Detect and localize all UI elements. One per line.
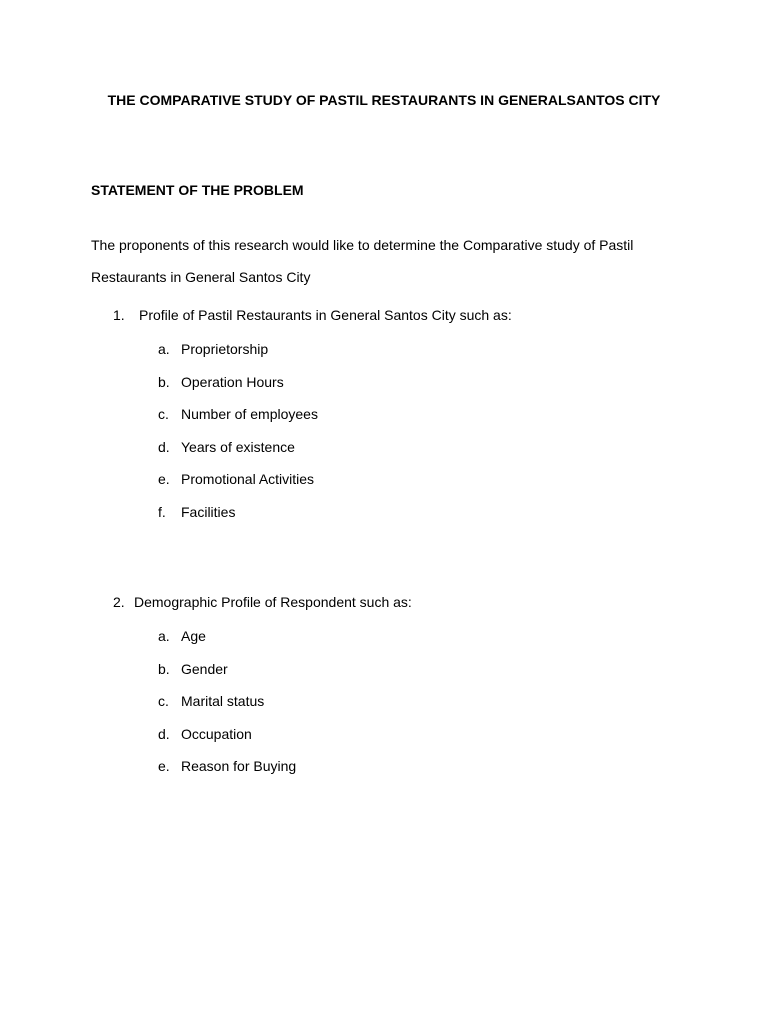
list-item — [158, 627, 296, 660]
sub-list — [158, 340, 318, 536]
list-item-text: Operation Hours — [181, 373, 284, 390]
list-letter: e. — [158, 471, 170, 488]
list-letter: d. — [158, 438, 170, 455]
list-item — [158, 503, 318, 536]
list-item-text: Reason for Buying — [181, 758, 297, 775]
list-item-text: Facilities — [181, 503, 236, 520]
numbered-item — [113, 307, 512, 323]
list-letter: c. — [158, 406, 169, 423]
list-letter: a. — [158, 341, 170, 357]
list-item-text: Years of existence — [181, 438, 295, 455]
item-text: Demographic Profile of Respondent such as: — [134, 594, 412, 610]
list-item-text: Gender — [181, 660, 228, 677]
intro-line: Restaurants in General Santos City — [91, 269, 311, 285]
intro-line: The proponents of this research would like to determine the Comparative study of Pastil — [91, 237, 634, 253]
list-item-text: Occupation — [181, 725, 252, 742]
item-number: 1. — [113, 307, 125, 323]
list-letter: b. — [158, 660, 170, 677]
sub-list — [158, 627, 296, 790]
document-title: THE COMPARATIVE STUDY OF PASTIL RESTAURANTS IN GENERALSANTOS CITY — [107, 92, 661, 108]
list-letter: a. — [158, 628, 170, 644]
list-item-text: Promotional Activities — [181, 471, 315, 488]
list-item-text: Marital status — [181, 693, 265, 710]
list-item — [158, 660, 296, 693]
intro-paragraph — [91, 229, 691, 293]
list-letter: e. — [158, 758, 170, 775]
list-item — [158, 438, 318, 471]
list-letter: b. — [158, 373, 170, 390]
list-item-text: Proprietorship — [181, 341, 269, 357]
list-item — [158, 405, 318, 438]
list-letter: f. — [158, 503, 166, 520]
list-item — [158, 692, 296, 725]
item-text: Profile of Pastil Restaurants in General Santos City such as: — [139, 307, 512, 323]
list-item — [158, 340, 318, 373]
list-item — [158, 725, 296, 758]
list-letter: d. — [158, 725, 170, 742]
list-item — [158, 373, 318, 406]
list-item-text: Age — [181, 628, 206, 644]
section-heading: STATEMENT OF THE PROBLEM — [91, 182, 304, 198]
list-item-text: Number of employees — [181, 406, 318, 423]
list-letter: c. — [158, 693, 169, 710]
list-item — [158, 757, 296, 790]
numbered-item — [113, 594, 412, 610]
list-item — [158, 470, 318, 503]
item-number: 2. — [113, 594, 125, 610]
